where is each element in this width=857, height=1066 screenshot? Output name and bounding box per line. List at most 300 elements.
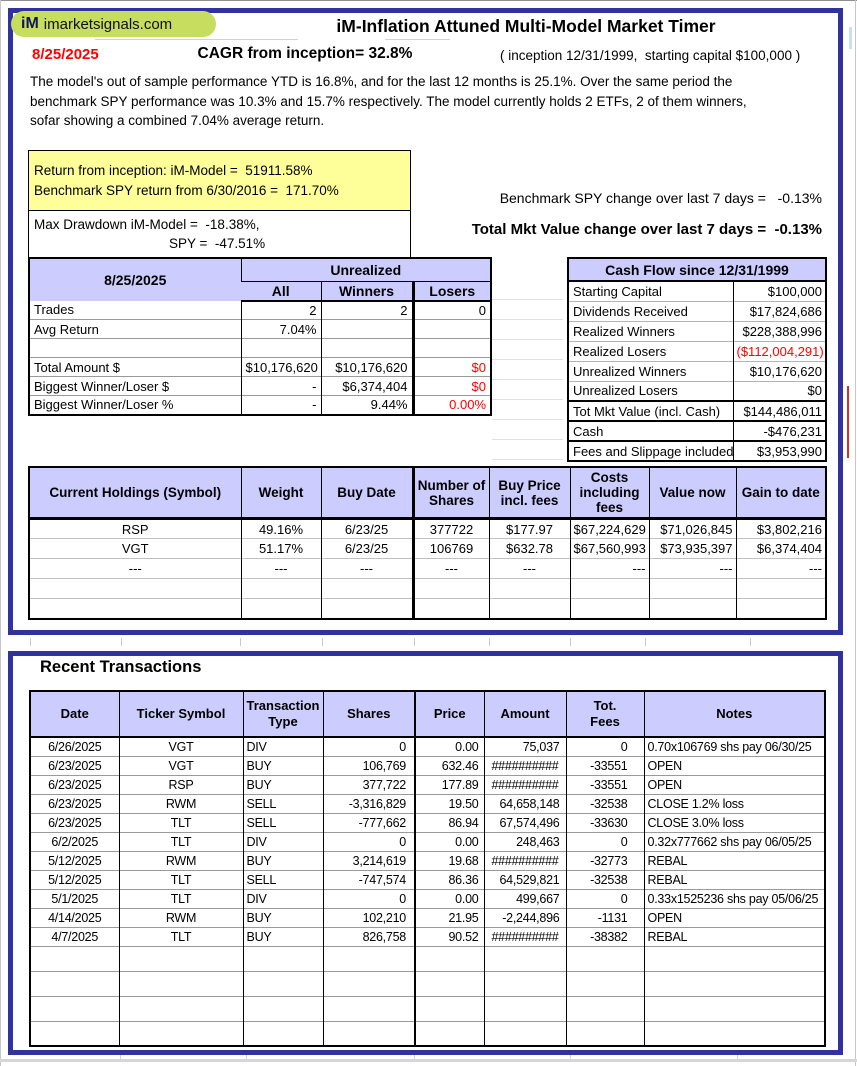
table-row [29,339,491,358]
cell: --- [321,559,413,579]
col-header-weight: Weight [241,467,321,519]
cell: CLOSE 3.0% loss [644,813,825,832]
cell: 64,658,148 [484,794,566,813]
cell: 0.70x106769 shs pay 06/30/25 [644,737,825,756]
report-date: 8/25/2025 [32,46,99,63]
table-row [30,908,825,927]
cell [413,579,489,599]
col-header-winners: Winners [321,281,413,301]
col-header-fees: Tot. Fees [566,691,644,737]
table-row [568,421,826,441]
cell [644,1021,825,1046]
cell [30,996,119,1021]
cell [241,599,321,619]
cell: Tot Mkt Value (incl. Cash) [568,401,733,421]
cell: REBAL [644,870,825,889]
cell: 5/12/2025 [30,870,119,889]
cell: -2,244,896 [484,908,566,927]
cell: Starting Capital [573,283,662,299]
table-row [29,539,826,559]
cell: RSP [121,521,149,537]
cell: ########## [484,851,566,870]
inception-note: ( inception 12/31/1999, starting capital $100,000 ) [500,48,801,63]
cell: $100,000 [733,281,826,301]
table-row [29,559,826,579]
cell [323,971,415,996]
page-title: iM-Inflation Attuned Multi-Model Market Timer [336,16,716,36]
col-header-gain: Gain to date [736,467,826,519]
gridline-tick [750,638,751,646]
cell [415,946,484,971]
col-header-symbol: Current Holdings (Symbol) [29,467,241,519]
table-row [30,927,825,946]
table-row [30,813,825,832]
cell: -3,316,829 [323,794,415,813]
cell: TLT [119,813,243,832]
unrealized-date-header: 8/25/2025 [29,258,241,301]
cell: 0.32x777662 shs pay 06/05/25 [644,832,825,851]
table-row [568,381,826,401]
cell: 6/23/25 [321,519,413,539]
cell: VGT [119,737,243,756]
table-row [29,320,491,339]
cell: $10,176,620 [241,358,321,377]
cell [30,971,119,996]
window-left-edge [0,0,1,1066]
table-row [29,579,826,599]
cell: 21.95 [415,908,484,927]
cell: 0 [323,737,415,756]
table-row [30,775,825,794]
cell: REBAL [644,851,825,870]
gridline-tick [240,638,241,646]
cell: $228,388,996 [733,321,826,341]
cell [119,1021,243,1046]
cell: Unrealized Losers [568,381,733,401]
cell: $177.97 [489,519,570,539]
max-drawdown-box [28,210,411,258]
spreadsheet-gridlines [492,280,563,464]
table-row [29,377,491,396]
cell [570,599,649,619]
cell: Realized Winners [568,321,733,341]
cell: 106769 [413,539,489,559]
title-underline [95,39,298,40]
table-row [30,870,825,889]
cell: 6/23/2025 [30,813,119,832]
cell: TLT [119,832,243,851]
logo-mark: iM [21,15,39,32]
cell: -$476,231 [733,421,826,441]
cell: Biggest Winner/Loser % [29,396,241,415]
cell [323,1021,415,1046]
cell [570,579,649,599]
cell: 0 [413,301,491,320]
table-row [30,851,825,870]
cell: TLT [119,889,243,908]
col-header-price: Price [415,691,484,737]
cell: OPEN [644,775,825,794]
cell: --- [489,559,570,579]
table-row [29,301,491,320]
cell [413,339,491,358]
cell: 0 [323,889,415,908]
cash-flow-title: Cash Flow since 12/31/1999 [568,258,826,281]
cell [30,1021,119,1046]
cell [644,996,825,1021]
cell: --- [649,559,736,579]
cell: 86.94 [415,813,484,832]
cell: $67,560,993 [570,539,649,559]
transactions-table [29,690,826,1047]
cell: 4/7/2025 [30,927,119,946]
cell: ($112,004,291) [733,341,826,361]
benchmark-return-line: Benchmark SPY return from 6/30/2016 = 171.70% [34,182,339,198]
cell [484,996,566,1021]
cell: 632.46 [415,756,484,775]
cell: 0.00 [415,737,484,756]
col-header-costs: Costs including fees [570,467,649,519]
table-row [29,519,826,539]
cell: 67,574,496 [484,813,566,832]
cell: 177.89 [415,775,484,794]
cell: 0 [566,737,644,756]
col-header-amount: Amount [484,691,566,737]
col-header-value-now: Value now [649,467,736,519]
gridline-tick [645,638,646,646]
cell: BUY [243,775,323,794]
cell [415,971,484,996]
table-row [30,832,825,851]
cell: 102,210 [323,908,415,927]
gridline-tick [414,638,415,646]
cell [29,339,241,358]
cell: BUY [243,908,323,927]
cell: 377722 [413,519,489,539]
title-underline [385,39,450,40]
cell [644,946,825,971]
table-row [30,756,825,775]
total-mkt-change-line: Total Mkt Value change over last 7 days = -0.13% [471,221,822,238]
cell [736,599,826,619]
cell [321,339,413,358]
cell: 2 [321,301,413,320]
table-row [568,361,826,381]
cell [484,971,566,996]
cell: -38382 [566,927,644,946]
cell: Unrealized Winners [568,361,733,381]
cell [413,320,491,339]
cell: 19.68 [415,851,484,870]
col-header-ticker: Ticker Symbol [119,691,243,737]
window-bottom-bar [0,1059,857,1062]
cell: Trades [34,302,74,318]
cell: 377,722 [323,775,415,794]
cell: 86.36 [415,870,484,889]
summary-line: sofar showing a combined 7.04% average return. [30,113,325,128]
cell [243,971,323,996]
cell: 6/23/2025 [30,756,119,775]
cell: 3,214,619 [323,851,415,870]
cell: $3,953,990 [733,441,826,461]
table-row [30,794,825,813]
table-row [568,441,826,461]
table-row [30,996,825,1021]
cell: DIV [243,737,323,756]
cell: -33551 [566,756,644,775]
logo-domain: imarketsignals.com [43,15,173,33]
cell: $10,176,620 [733,361,826,381]
cell: -33630 [566,813,644,832]
cell [736,579,826,599]
cell [566,971,644,996]
margin-red-line [847,386,849,458]
cell: VGT [119,756,243,775]
col-header-all: All [241,281,321,301]
drawdown-spy-line: SPY = -47.51% [169,236,266,251]
table-row [30,971,825,996]
performance-summary [30,72,830,131]
cell [321,599,413,619]
cell [484,1021,566,1046]
cell: 90.52 [415,927,484,946]
table-row [568,341,826,361]
cell: DIV [243,832,323,851]
cell [413,599,489,619]
table-row [29,358,491,377]
cell: $10,176,620 [321,358,413,377]
cell: ########## [484,927,566,946]
cell: -747,574 [323,870,415,889]
cell: CLOSE 1.2% loss [644,794,825,813]
cell: $6,374,404 [321,377,413,396]
cell: --- [29,559,241,579]
col-header-notes: Notes [644,691,825,737]
cell: BUY [243,851,323,870]
cagr-line: CAGR from inception= 32.8% [197,45,413,62]
table-row [30,1021,825,1046]
cell: RWM [119,908,243,927]
cell: Total Amount $ [29,358,241,377]
cell: Cash [568,421,733,441]
cell [29,579,241,599]
gridline-tick [489,638,490,646]
cell: --- [241,559,321,579]
gridline-tick [121,638,122,646]
cell: -1131 [566,908,644,927]
cell: --- [413,559,489,579]
site-logo[interactable] [11,11,216,37]
cell: 826,758 [323,927,415,946]
col-header-buy-price: Buy Price incl. fees [489,467,570,519]
table-row [30,889,825,908]
cell: ########## [484,756,566,775]
cell [29,599,241,619]
cell [321,579,413,599]
return-inception-line: Return from inception: iM-Model = 51911.58% [34,163,313,178]
holdings-table [28,466,827,620]
gridline-tick [570,638,571,646]
cell [243,1021,323,1046]
cell: $71,026,845 [649,519,736,539]
cell: 248,463 [484,832,566,851]
cell: 0.00 [415,889,484,908]
cell: 4/14/2025 [30,908,119,927]
cell: 0.00 [415,832,484,851]
table-row [30,737,825,756]
table-row [29,396,491,415]
cell [415,1021,484,1046]
cell: SELL [243,813,323,832]
cell: 0 [566,889,644,908]
cell: 0.33x1525236 shs pay 05/06/25 [644,889,825,908]
cell: 51.17% [241,539,321,559]
cell: 2 [241,301,321,320]
cell: ########## [484,775,566,794]
cell [566,946,644,971]
cell: 0 [566,832,644,851]
col-header-date: Date [30,691,119,737]
summary-line: The model's out of sample performance YTD is 16.8%, and for the last 12 months is 25.1%. Over the same period the [30,74,733,89]
gridline-tick [30,638,31,646]
cell: RWM [119,851,243,870]
cell [415,996,484,1021]
cell: SELL [243,794,323,813]
cell: -777,662 [323,813,415,832]
cell [243,946,323,971]
cell: Avg Return [29,320,241,339]
cell [489,599,570,619]
cell: Realized Losers [568,341,733,361]
cell: $0 [733,381,826,401]
cell: Fees and Slippage included [568,441,733,461]
cell: -32538 [566,794,644,813]
cell: SELL [243,870,323,889]
cell: OPEN [644,756,825,775]
col-header-losers: Losers [413,281,491,301]
cell: 0 [323,832,415,851]
cell [243,996,323,1021]
gridline-tick [322,638,323,646]
cell: RSP [119,775,243,794]
cell [649,579,736,599]
cell: -32773 [566,851,644,870]
table-row [568,281,826,301]
col-header-shares: Shares [323,691,415,737]
cell [241,339,321,358]
cell [484,946,566,971]
cell: $632.78 [489,539,570,559]
return-inception-box [28,150,411,211]
cell [119,971,243,996]
transactions-title: Recent Transactions [40,658,202,676]
cell: OPEN [644,908,825,927]
table-row [30,946,825,971]
cell [119,996,243,1021]
cash-flow-table [567,257,827,462]
cell: 0.00% [413,396,491,415]
summary-line: benchmark SPY performance was 10.3% and 15.7% respectively. The model currently holds 2 ETFs, 2 of them winners, [30,93,747,109]
cell [321,320,413,339]
cell: 5/12/2025 [30,851,119,870]
cell: 6/23/2025 [30,794,119,813]
cell: BUY [243,756,323,775]
cell: - [241,377,321,396]
cell: -33551 [566,775,644,794]
cell: 5/1/2025 [30,889,119,908]
cell [644,971,825,996]
cell: 75,037 [484,737,566,756]
cell [323,946,415,971]
cell: - [241,396,321,415]
cell: $144,486,011 [733,401,826,421]
cell: 49.16% [241,519,321,539]
cell: 106,769 [323,756,415,775]
unrealized-group-header: Unrealized [241,258,491,281]
cell [241,579,321,599]
cell: Biggest Winner/Loser $ [29,377,241,396]
cell: $3,802,216 [736,519,826,539]
cell [649,599,736,619]
table-row [29,599,826,619]
cell: $6,374,404 [736,539,826,559]
cell: --- [570,559,649,579]
cell [566,996,644,1021]
cell: REBAL [644,927,825,946]
cell: BUY [243,927,323,946]
cell [323,996,415,1021]
cell: 6/23/25 [321,539,413,559]
cell: 499,667 [484,889,566,908]
cell: $67,224,629 [570,519,649,539]
window-top-edge [0,0,857,1]
cell: 6/2/2025 [30,832,119,851]
cell: -32538 [566,870,644,889]
cell: TLT [119,927,243,946]
cell [30,946,119,971]
cell [566,1021,644,1046]
table-row [568,321,826,341]
col-header-shares: Number of Shares [413,467,489,519]
window-right-edge [855,0,856,1066]
cell: TLT [119,870,243,889]
cell: VGT [29,539,241,559]
cell: DIV [243,889,323,908]
margin-blue-mark [849,27,852,49]
table-row [568,301,826,321]
cell [489,579,570,599]
cell: Dividends Received [568,301,733,321]
cell: $17,824,686 [733,301,826,321]
cell: 19.50 [415,794,484,813]
drawdown-line: Max Drawdown iM-Model = -18.38%, [34,217,260,232]
cell: 6/26/2025 [48,739,102,754]
table-row [568,401,826,421]
cell: --- [736,559,826,579]
col-header-buy-date: Buy Date [321,467,413,519]
cell: 64,529,821 [484,870,566,889]
cell [119,946,243,971]
cell: 9.44% [321,396,413,415]
cell: 6/23/2025 [30,775,119,794]
cell: $0 [413,377,491,396]
benchmark-change-line: Benchmark SPY change over last 7 days = -0.13% [499,190,822,206]
cell: $0 [413,358,491,377]
cell: 7.04% [241,320,321,339]
unrealized-table [28,257,492,416]
cell: RWM [119,794,243,813]
cell: $73,935,397 [649,539,736,559]
